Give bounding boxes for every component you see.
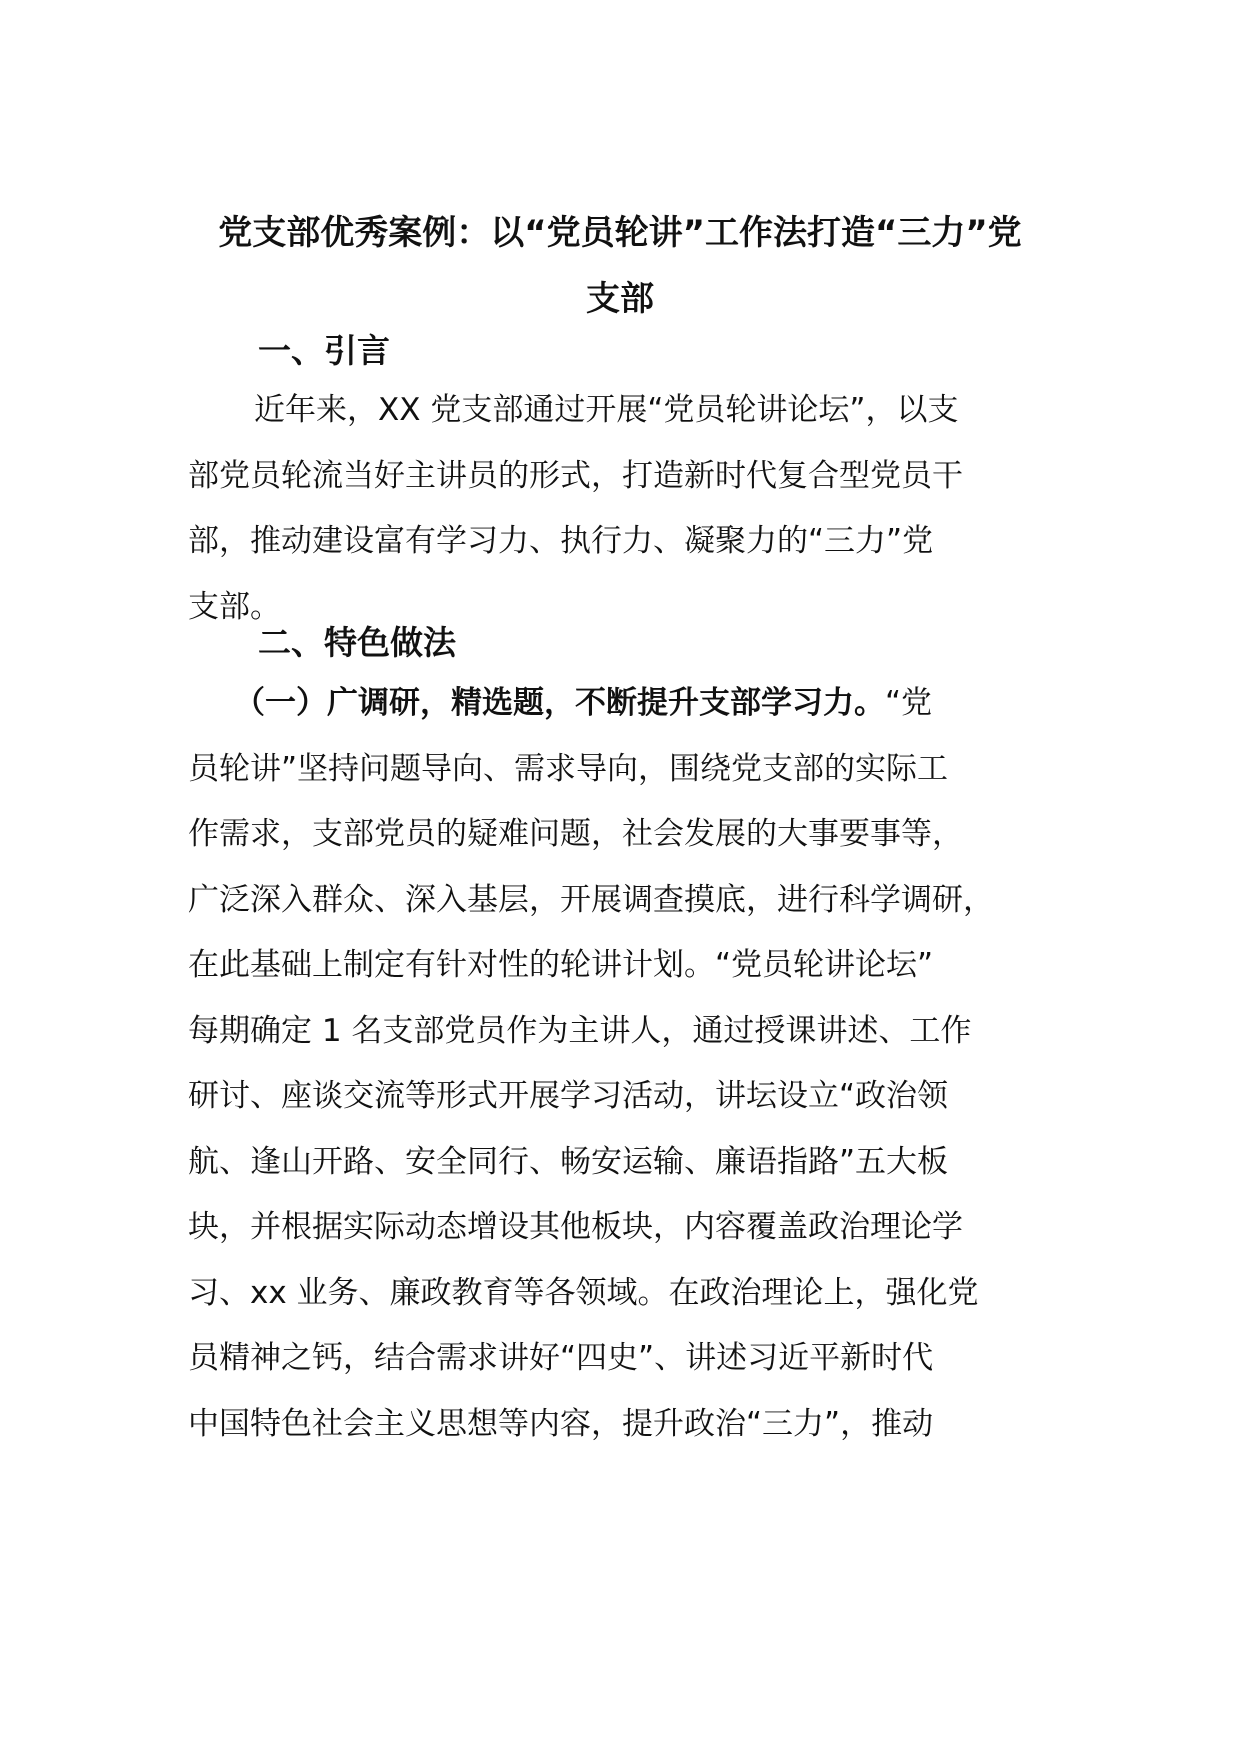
title-line-1: 党支部优秀案例：以“党员轮讲”工作法打造“三力”党 <box>218 213 1022 253</box>
document-title <box>190 200 1050 332</box>
paragraph-line: 在此基础上制定有针对性的轮讲计划。“党员轮讲论坛” <box>188 947 934 983</box>
paragraph-practices <box>188 671 1068 1457</box>
paragraph-line: 习、xx 业务、廉政教育等各领域。在政治理论上，强化党 <box>188 1274 979 1311</box>
paragraph-line: 部党员轮流当好主讲员的形式，打造新时代复合型党员干 <box>188 457 963 494</box>
paragraph-line: 部，推动建设富有学习力、执行力、凝聚力的“三力”党 <box>188 523 934 559</box>
title-line-2: 支部 <box>586 279 654 319</box>
paragraph-line: 块，并根据实际动态增设其他板块，内容覆盖政治理论学 <box>188 1209 963 1245</box>
subsection-first-line-tail: “党 <box>885 685 933 721</box>
paragraph-line: 支部。 <box>188 588 281 625</box>
paragraph-line: 作需求，支部党员的疑难问题，社会发展的大事要事等， <box>188 816 963 852</box>
paragraph-line: 广泛深入群众、深入基层，开展调查摸底，进行科学调研， <box>188 881 994 918</box>
paragraph-line: 员精神之钙，结合需求讲好“四史”、讲述习近平新时代 <box>188 1340 934 1376</box>
section-heading-practices: 二、特色做法 <box>258 623 456 662</box>
section-heading-introduction: 一、引言 <box>258 331 390 370</box>
subsection-first-line <box>188 671 1068 737</box>
paragraph-line: 中国特色社会主义思想等内容，提升政治“三力”，推动 <box>188 1405 934 1442</box>
paragraph-line: 研讨、座谈交流等形式开展学习活动，讲坛设立“政治领 <box>188 1078 949 1114</box>
paragraph-line: 航、逢山开路、安全同行、畅安运输、廉语指路”五大板 <box>188 1143 949 1180</box>
subsection-heading: （一）广调研，精选题，不断提升支部学习力。 <box>234 685 885 721</box>
paragraph-line: 近年来，XX 党支部通过开展“党员轮讲论坛”，以支 <box>254 392 959 428</box>
paragraph-line: 员轮讲”坚持问题导向、需求导向，围绕党支部的实际工 <box>188 750 949 787</box>
paragraph-line: 每期确定 1 名支部党员作为主讲人，通过授课讲述、工作 <box>188 1012 972 1049</box>
paragraph-introduction <box>188 378 1068 640</box>
